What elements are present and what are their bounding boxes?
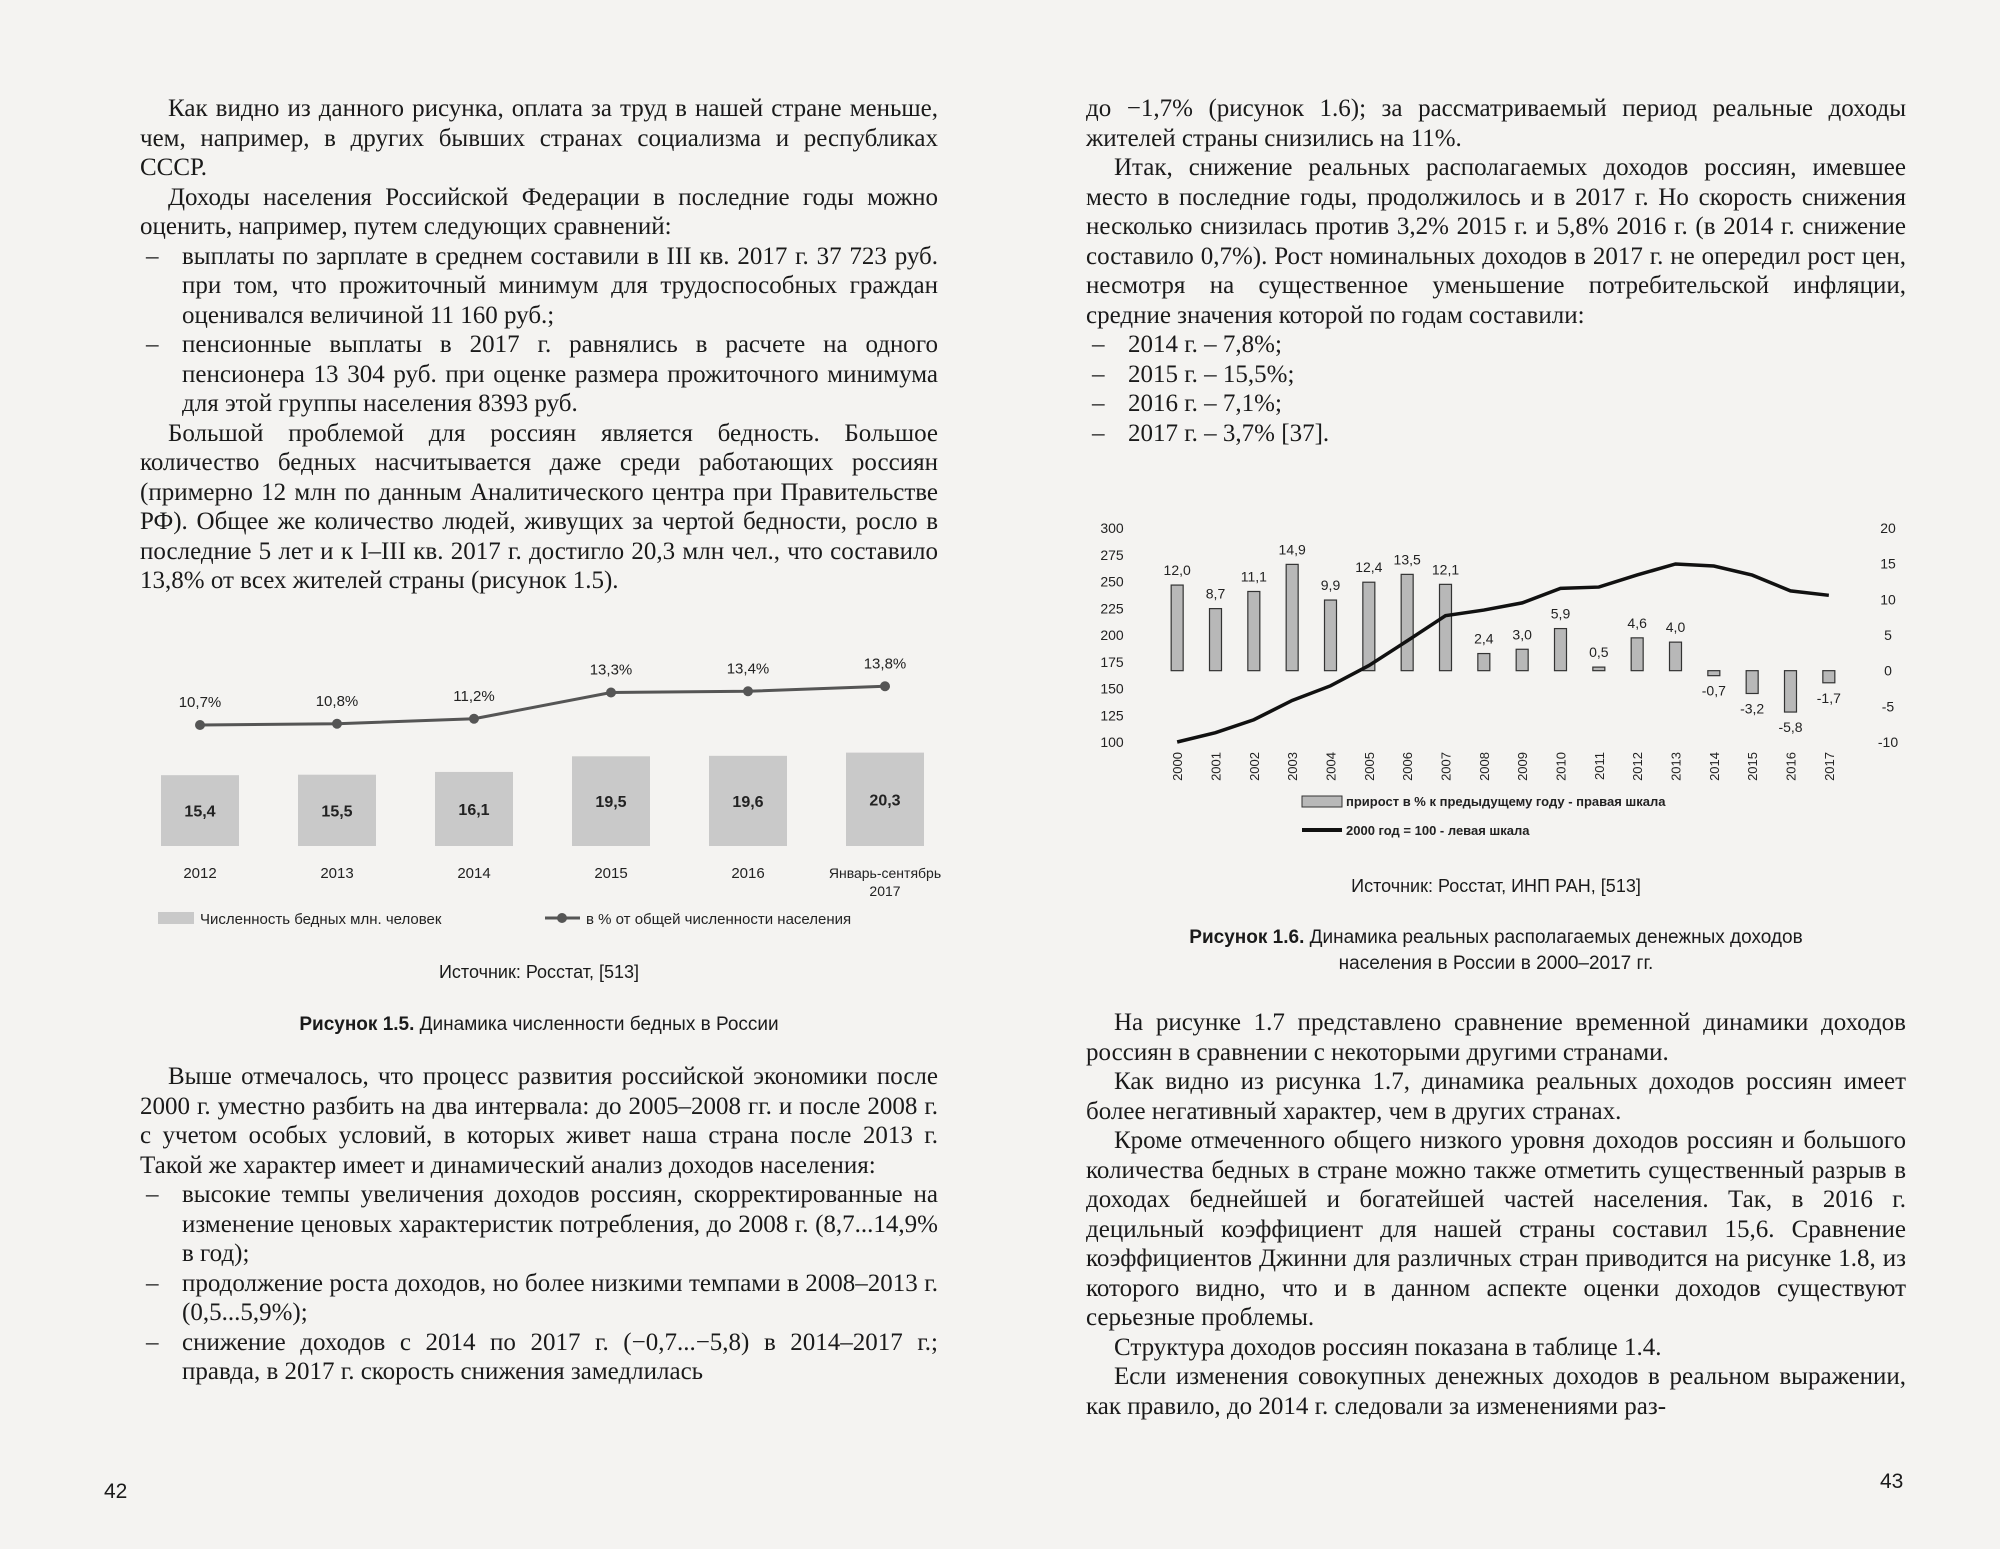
x-tick-label: 2014	[457, 865, 491, 882]
bar-income-growth	[1440, 584, 1452, 670]
bar-income-growth	[1478, 654, 1490, 671]
line-value-label: 10,8%	[315, 692, 359, 710]
list-item: – 2015 г. – 15,5%;	[1086, 360, 1906, 390]
right-page	[1000, 0, 2000, 1549]
x-tick-label: 2013	[320, 865, 354, 882]
paragraph: На рисунке 1.7 представлено сравнение временной динамики доходов россиян в сравнении с некоторыми другими странами.	[1086, 1009, 1906, 1066]
line-income-index	[1177, 564, 1829, 742]
bar-value-label: 12,0	[1163, 562, 1191, 579]
right-axis-tick: -10	[1877, 734, 1899, 750]
x-tick-label: 2016	[1783, 752, 1799, 781]
paragraph: Большой проблемой для россиян является бедность. Большое количество бедных насчитывается даже среди работающих россиян (примерно 12 млн по данным Аналитического центра при Правительстве РФ). Общее же количество людей, живущих за чертой бедности, росло в последние 5 лет и к I–III кв. 2017 г. достигло 20,3 млн чел., что составило 13,8% от всех жителей страны (рисунок 1.5).	[140, 419, 938, 594]
right-axis-tick: 20	[1880, 520, 1896, 536]
line-point	[469, 714, 479, 724]
bar-income-growth	[1171, 585, 1183, 671]
bar-value-label: 20,3	[869, 792, 901, 810]
line-point	[195, 720, 205, 730]
x-tick-label: 2016	[731, 865, 765, 882]
figure-1-5-chart	[130, 650, 950, 940]
legend-line-label: в % от общей численности населения	[586, 911, 852, 928]
x-tick-label: 2002	[1246, 752, 1262, 781]
bar-income-growth	[1401, 574, 1413, 670]
bar-income-growth	[1248, 591, 1260, 670]
figure-1-5-source: Источник: Росстат, [513]	[438, 962, 639, 982]
paragraph: Доходы населения Российской Федерации в последние годы можно оценить, например, путем следующих сравнений:	[140, 183, 938, 240]
bar-value-label: 9,9	[1320, 577, 1341, 594]
figure-1-5-caption-text: Динамика численности бедных в России	[414, 1014, 779, 1035]
x-tick-label: 2007	[1438, 752, 1454, 781]
bar-income-growth	[1363, 582, 1375, 670]
right-text-bottom	[1086, 1008, 1906, 1421]
right-text-top	[1086, 94, 1906, 448]
figure-1-6-chart	[1086, 512, 1926, 867]
legend-bar-swatch	[1302, 796, 1342, 807]
legend-line-marker	[557, 913, 567, 923]
line-value-label: 10,7%	[178, 694, 222, 711]
bar-income-growth	[1670, 642, 1682, 671]
line-value-label: 13,3%	[589, 661, 633, 679]
left-text-top	[140, 94, 938, 596]
paragraph: Выше отмечалось, что процесс развития российской экономики после 2000 г. уместно разбить на два интервала: до 2005–2008 гг. и после 2008 г. с учетом особых условий, в которых живет наша страна после 2013 г. Такой же характер имеет и динамический анализ доходов населения:	[140, 1063, 938, 1179]
x-tick-label: 2001	[1208, 752, 1224, 781]
bar-value-label: -3,2	[1740, 700, 1765, 717]
x-tick-label: 2013	[1668, 752, 1684, 781]
left-axis-tick: 250	[1100, 573, 1124, 590]
left-axis-tick: 200	[1100, 627, 1124, 643]
bar-value-label: 4,0	[1665, 619, 1686, 636]
bar-value-label: 14,9	[1278, 541, 1306, 558]
left-axis-tick: 100	[1100, 734, 1124, 750]
bar-value-label: -5,8	[1778, 719, 1803, 736]
right-axis-tick: 10	[1880, 591, 1896, 608]
right-axis-tick: 15	[1880, 555, 1896, 572]
x-tick-label: 2006	[1400, 752, 1416, 781]
bar-value-label: 15,4	[184, 803, 216, 821]
list-item: – 2017 г. – 3,7% [37].	[1086, 419, 1906, 449]
line-point	[606, 688, 616, 698]
paragraph: Если изменения совокупных денежных доходов в реальном выражении, как правило, до 2014 г. следовали за изменениями раз-	[1086, 1363, 1906, 1420]
right-axis-tick: 5	[1884, 627, 1892, 643]
line-point	[880, 681, 890, 691]
right-axis-tick: 0	[1884, 662, 1892, 679]
left-axis-tick: 150	[1100, 680, 1124, 697]
paragraph: до −1,7% (рисунок 1.6); за рассматриваемый период реальные доходы жителей страны снизились на 11%.	[1086, 95, 1906, 152]
line-point	[743, 686, 753, 696]
paragraph: Структура доходов россиян показана в таблице 1.4.	[1114, 1333, 1662, 1361]
list-item: – продолжение роста доходов, но более низкими темпами в 2008–2013 г. (0,5...5,9%);	[140, 1269, 938, 1328]
x-tick-label: 2014	[1706, 752, 1722, 781]
x-tick-label: 2010	[1553, 752, 1569, 781]
list-item: – пенсионные выплаты в 2017 г. равнялись в расчете на одного пенсионера 13 304 руб. при оценке размера прожиточного минимума для этой группы населения 8393 руб.	[140, 330, 938, 419]
bar-value-label: 13,5	[1393, 551, 1421, 568]
bar-value-label: 3,0	[1512, 626, 1532, 643]
x-tick-label: 2004	[1323, 752, 1339, 781]
line-point	[332, 719, 342, 729]
bar-income-growth	[1785, 671, 1797, 712]
bar-income-growth	[1631, 638, 1643, 671]
figure-1-6-caption	[1156, 925, 1836, 977]
bar-value-label: -1,7	[1816, 689, 1841, 706]
right-axis-tick: -5	[1881, 698, 1895, 715]
bar-value-label: 11,1	[1240, 568, 1267, 585]
x-tick-label: 2015	[594, 865, 628, 882]
x-tick-label: 2009	[1515, 752, 1531, 781]
list-item: – 2016 г. – 7,1%;	[1086, 389, 1906, 419]
x-tick-label: Январь-сентябрь	[828, 865, 942, 881]
left-axis-tick: 275	[1100, 546, 1124, 563]
x-tick-label: 2012	[183, 865, 217, 882]
x-tick-label: 2012	[1630, 752, 1646, 781]
bar-income-growth	[1210, 609, 1222, 671]
x-tick-label: 2015	[1745, 752, 1761, 781]
paragraph: Как видно из данного рисунка, оплата за труд в нашей стране меньше, чем, например, в других бывших странах социализма и республиках СССР.	[140, 95, 938, 181]
line-value-label: 11,2%	[453, 687, 495, 705]
x-tick-label: 2000	[1170, 752, 1186, 781]
paragraph: Как видно из рисунка 1.7, динамика реальных доходов россиян имеет более негативный характер, чем в других странах.	[1086, 1068, 1906, 1125]
left-axis-tick: 300	[1100, 520, 1124, 536]
x-tick-label: 2005	[1361, 752, 1377, 781]
bar-income-growth	[1746, 671, 1758, 694]
left-axis-tick: 175	[1100, 653, 1124, 670]
x-tick-label: 2017	[1821, 752, 1837, 781]
legend-bar-label: прирост в % к предыдущему году - правая шкала	[1346, 794, 1666, 809]
figure-1-6-source: Источник: Росстат, ИНП РАН, [513]	[1351, 876, 1641, 896]
figure-1-6-caption-number: Рисунок 1.6.	[1189, 927, 1305, 948]
figure-1-6-caption-text: Динамика реальных располагаемых денежных доходов населения в России в 2000–2017 гг.	[1304, 927, 1803, 974]
left-axis-tick: 125	[1100, 707, 1124, 724]
line-poor-percent	[200, 686, 885, 725]
page-number-right: 43	[1880, 1470, 1904, 1493]
left-text-bottom	[140, 1062, 938, 1387]
line-value-label: 13,8%	[863, 655, 907, 673]
bar-value-label: -0,7	[1701, 682, 1726, 699]
bar-value-label: 5,9	[1550, 605, 1571, 622]
list-item: – снижение доходов с 2014 по 2017 г. (−0,7...−5,8) в 2014–2017 г.; правда, в 2017 г. скорость снижения замедлилась	[140, 1328, 938, 1387]
legend-bar-label: Численность бедных млн. человек	[200, 911, 442, 928]
bar-value-label: 16,1	[458, 801, 490, 819]
bar-income-growth	[1708, 671, 1720, 676]
x-tick-label: 2017	[869, 883, 901, 899]
bar-income-growth	[1555, 629, 1567, 671]
bar-value-label: 0,5	[1589, 644, 1609, 661]
bar-income-growth	[1516, 649, 1528, 670]
paragraph: Итак, снижение реальных располагаемых доходов россиян, имевшее место в последние годы, продолжилось и в 2017 г. Но скорость снижения несколько снизилась против 3,2% 2015 г. и 5,8% 2016 г. (в 2014 г. снижение составило 0,7%). Рост номинальных доходов в 2017 г. не опередил рост цен, несмотря на существенное уменьшение потребительской инфляции, средние значения которой по годам составили:	[1086, 154, 1906, 329]
list-item: – выплаты по зарплате в среднем составили в III кв. 2017 г. 37 723 руб. при том, что прожиточный минимум для трудоспособных граждан оценивался величиной 11 160 руб.;	[140, 242, 938, 331]
list-item: – высокие темпы увеличения доходов россиян, скорректированные на изменение ценовых характеристик потребления, до 2008 г. (8,7...14,9% в год);	[140, 1180, 938, 1269]
x-tick-label: 2011	[1591, 752, 1607, 780]
bar-value-label: 8,7	[1205, 585, 1226, 602]
legend-line-label: 2000 год = 100 - левая шкала	[1346, 823, 1530, 838]
bar-income-growth	[1286, 564, 1298, 670]
bar-value-label: 19,6	[732, 793, 764, 811]
bar-value-label: 12,1	[1431, 561, 1460, 578]
bar-income-growth	[1823, 671, 1835, 683]
list-item: – 2014 г. – 7,8%;	[1086, 330, 1906, 360]
bar-income-growth	[1593, 667, 1605, 671]
paragraph: Кроме отмеченного общего низкого уровня доходов россиян и большого количества бедных в стране можно также отметить существенный разрыв в доходах беднейшей и богатейшей частей населения. Так, в 2016 г. децильный коэффициент для нашей страны составил 15,6. Сравнение коэффициентов Джинни для различных стран приводится на рисунке 1.8, из которого видно, что и в данном аспекте оценки доходов существуют серьезные проблемы.	[1086, 1127, 1906, 1331]
legend-bar-swatch	[158, 912, 194, 924]
x-tick-label: 2008	[1476, 752, 1492, 781]
bar-value-label: 4,6	[1627, 614, 1647, 631]
line-value-label: 13,4%	[726, 660, 770, 678]
bar-value-label: 12,4	[1355, 559, 1383, 576]
x-tick-label: 2003	[1285, 752, 1301, 781]
bar-value-label: 19,5	[595, 794, 627, 812]
figure-1-5-caption-number: Рисунок 1.5.	[299, 1014, 415, 1035]
bar-income-growth	[1325, 600, 1337, 671]
page-number-left: 42	[104, 1480, 128, 1503]
bar-value-label: 2,4	[1474, 630, 1494, 647]
figure-1-5-caption	[140, 1014, 938, 1036]
left-axis-tick: 225	[1100, 600, 1124, 617]
bar-value-label: 15,5	[321, 803, 353, 821]
